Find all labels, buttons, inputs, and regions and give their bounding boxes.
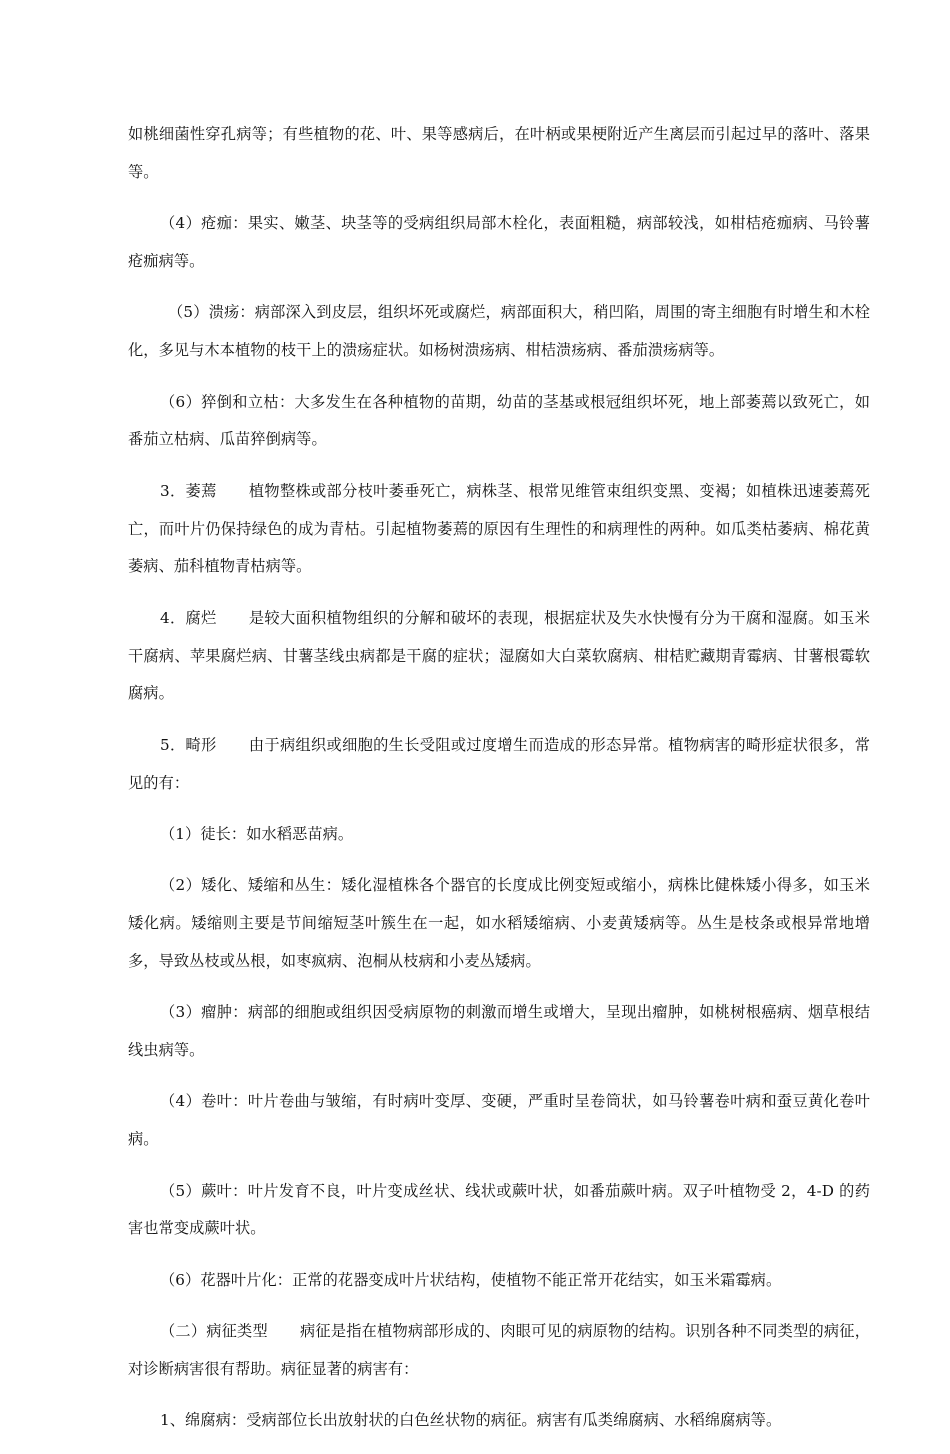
section-heading-rot: 4．腐烂	[160, 608, 217, 627]
paragraph-overgrowth: （1）徒长：如水稻恶苗病。	[160, 824, 354, 843]
paragraph-leaf-curl: （4）卷叶：叶片卷曲与皱缩，有时病叶变厚、变硬，严重时呈卷筒状，如马铃薯卷叶病和蚕豆黄化卷叶病。	[128, 1092, 870, 1149]
paragraph-phyllody: （6）花器叶片化：正常的花器变成叶片状结构，使植物不能正常开花结实，如玉米霜霉病。	[160, 1270, 782, 1289]
section-heading-sign-types: （二）病征类型	[160, 1322, 268, 1341]
paragraph-wilt	[128, 473, 870, 586]
document-page	[128, 116, 870, 1454]
paragraph-fern-leaf: （5）蕨叶：叶片发育不良，叶片变成丝状、线状或蕨叶状，如番茄蕨叶病。双子叶植物受 2，4-D 的药害也常变成蕨叶状。	[128, 1181, 870, 1238]
paragraph-scab: （4）疮痂：果实、嫩茎、块茎等的受病组织局部木栓化，表面粗糙，病部较浅，如柑桔疮痂病、马铃薯疮痂病等。	[128, 214, 870, 270]
paragraph-malformation	[128, 727, 870, 803]
paragraph-sign-types-text: 病征是指在植物病部形成的、肉眼可见的病原物的结构。识别各种不同类型的病征，对诊断病害很有帮助。病征显著的病害有：	[128, 1322, 871, 1379]
paragraph-canker: （5）溃疡：病部深入到皮层，组织坏死或腐烂，病部面积大，稍凹陷，周围的寄主细胞有时增生和木栓化，多见与木本植物的枝干上的溃疡症状。如杨树溃疡病、柑桔溃疡病、番茄溃疡病等。	[128, 303, 870, 360]
paragraph-cottony-rot: 1、绵腐病：受病部位长出放射状的白色丝状物的病征。病害有瓜类绵腐病、水稻绵腐病等。	[160, 1411, 782, 1430]
paragraph-rot-text: 是较大面积植物组织的分解和破坏的表现，根据症状及失水快慢有分为干腐和湿腐。如玉米干腐病、苹果腐烂病、甘薯茎线虫病都是干腐的症状；湿腐如大白菜软腐病、柑桔贮藏期青霉病、甘薯根霉软腐病。	[128, 608, 870, 703]
paragraph-tumor: （3）瘤肿：病部的细胞或组织因受病原物的刺激而增生或增大，呈现出瘤肿，如桃树根癌病、烟草根结线虫病等。	[128, 1003, 870, 1060]
section-heading-wilt: 3．萎蔫	[160, 481, 217, 500]
paragraph-malformation-text: 由于病组织或细胞的生长受阻或过度增生而造成的形态异常。植物病害的畸形症状很多，常见的有：	[128, 735, 870, 792]
paragraph-damping-off: （6）猝倒和立枯：大多发生在各种植物的苗期，幼苗的茎基或根冠组织坏死，地上部萎蔫以致死亡，如番茄立枯病、瓜苗猝倒病等。	[128, 392, 870, 449]
paragraph-continued: 如桃细菌性穿孔病等；有些植物的花、叶、果等感病后，在叶柄或果梗附近产生离层而引起过早的落叶、落果等。	[128, 125, 870, 181]
paragraph-rot	[128, 600, 870, 713]
paragraph-dwarfing: （2）矮化、矮缩和丛生：矮化湿植株各个器官的长度成比例变短或缩小，病株比健株矮小得多，如玉米矮化病。矮缩则主要是节间缩短茎叶簇生在一起，如水稻矮缩病、小麦黄矮病等。丛生是枝条或根异常地增多，导致丛枝或丛根，如枣疯病、泡桐从枝病和小麦丛矮病。	[128, 876, 870, 970]
paragraph-sign-types	[128, 1313, 870, 1389]
section-heading-malformation: 5．畸形	[160, 735, 217, 754]
paragraph-wilt-text: 植物整株或部分枝叶萎垂死亡，病株茎、根常见维管束组织变黑、变褐；如植株迅速萎蔫死亡，而叶片仍保持绿色的成为青枯。引起植物萎蔫的原因有生理性的和病理性的两种。如瓜类枯萎病、棉花黄萎病、茄科植物青枯病等。	[128, 481, 870, 576]
